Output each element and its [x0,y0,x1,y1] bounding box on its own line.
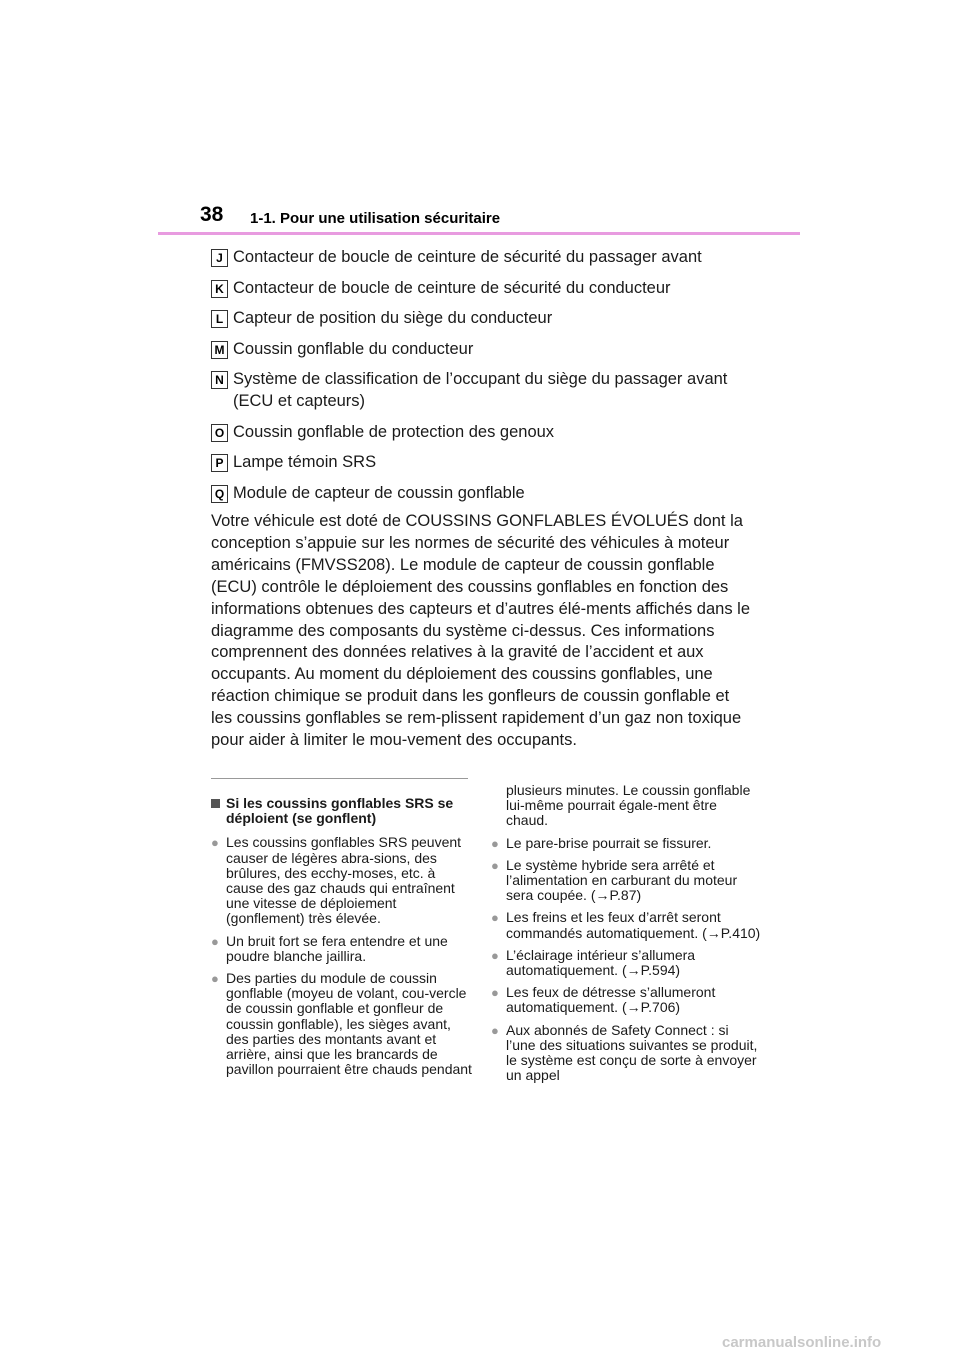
item-text: Lampe témoin SRS [233,453,377,471]
bullet-text: L’éclairage intérieur s’allumera automatiquement. (→P.594) [506,946,696,979]
bullet-text: Aux abonnés de Safety Connect : si l’une des situations suivantes se produit, le système est conçu de sorte à envoyer un appel [506,1021,758,1084]
bullet-text: Les feux de détresse s’allumeront automatiquement. (→P.706) [506,984,716,1016]
item-text: Coussin gonflable du conducteur [233,339,474,358]
header-divider [158,232,800,235]
list-item [211,246,771,268]
bullet-item [491,948,761,978]
bullet-item [491,836,761,851]
bullet-dot-icon: ● [211,835,219,851]
list-item [211,451,771,473]
bullet-item [211,934,473,964]
list-item [211,338,771,360]
item-text: Contacteur de boucle de ceinture de sécurité du passager avant [233,248,702,266]
item-text: Contacteur de boucle de ceinture de sécurité du conducteur [233,278,671,297]
list-item [211,307,771,329]
bullet-dot-icon: ● [491,985,499,1001]
watermark: carmanualsonline.info [722,1334,882,1351]
subsection-heading [211,796,473,826]
page-number: 38 [200,203,224,226]
item-letter-badge: K [211,280,228,298]
section-title: 1-1. Pour une utilisation sécuritaire [250,210,501,227]
bullet-dot-icon: ● [491,857,499,873]
list-item [211,421,771,443]
bullet-item [211,971,473,1077]
bullet-dot-icon: ● [211,971,219,987]
item-text: Module de capteur de coussin gonflable [233,483,525,502]
bullet-text: Les freins et les feux d’arrêt seront commandés automatiquement. (→P.410) [506,909,761,941]
item-text: Coussin gonflable de protection des genoux [233,422,555,441]
item-letter-badge: J [211,249,228,267]
item-text: Système de classification de l’occupant du siège du passager avant (ECU et capteurs) [233,370,728,410]
bullet-dot-icon: ● [491,1022,499,1038]
bullet-item [211,835,473,926]
list-item [211,482,771,504]
item-letter-badge: P [211,454,228,472]
item-letter-badge: Q [211,485,228,503]
bullet-dot-icon: ● [211,933,219,949]
item-letter-badge: O [211,424,228,442]
list-item [211,368,771,412]
bullet-text: Des parties du module de coussin gonflable (moyeu de volant, cou-vercle de coussin gonflable et gonfleur de coussin gonflable), les sièges avant, des parties des montants avant et arrière, ainsi que les brancards de pavillon pourraient être chauds pendant [226,970,472,1078]
left-column [211,796,473,1084]
bullet-item [491,985,761,1015]
bullet-dot-icon: ● [491,835,499,851]
bullet-continuation: plusieurs minutes. Le coussin gonflable lui-même pourrait égale-ment être chaud. [506,782,751,829]
subsection-heading-text: Si les coussins gonflables SRS se déploient (se gonflent) [226,795,454,827]
item-letter-badge: M [211,341,228,359]
bullet-item [491,910,761,940]
bullet-dot-icon: ● [491,910,499,926]
square-bullet-icon [211,799,220,808]
body-paragraph: Votre véhicule est doté de COUSSINS GONFLABLES ÉVOLUÉS dont la conception s’appuie sur les normes de sécurité des véhicules à moteur américains (FMVSS208). Le module de capteur de coussin gonflable (ECU) contrôle le déploiement des coussins gonflables en fonction des informations obtenues des capteurs et d’autres élé-ments affichés dans le diagramme des composants du système ci-dessus. Ces informations comprennent des données relatives à la gravité de l’accident et aux occupants. Au moment du déploiement des coussins gonflables, une réaction chimique se produit dans les gonfleurs de coussin gonflable et les coussins gonflables se rem-plissent rapidement d’un gaz non toxique pour aider à limiter le mou-vement des occupants. [211,512,751,750]
bullet-text: Le système hybride sera arrêté et l’alimentation en carburant du moteur sera coupée. (→P.87) [506,856,738,904]
bullet-text: Un bruit fort se fera entendre et une poudre blanche jaillira. [226,932,448,964]
bullet-item [491,858,761,904]
item-letter-badge: N [211,371,228,389]
item-text: Capteur de position du siège du conducteur [233,309,553,327]
bullet-text: Les coussins gonflables SRS peuvent causer de légères abra-sions, des brûlures, des ecchy-moses, etc. à cause des gaz chauds qui entraînent une vitesse de déploiement (gonflement) très élevée. [226,834,462,927]
bullet-dot-icon: ● [491,947,499,963]
column-divider [211,778,468,779]
component-list [211,246,771,512]
bullet-text: Le pare-brise pourrait se fissurer. [506,834,712,851]
right-column [491,783,761,1090]
bullet-item [491,1023,761,1084]
item-letter-badge: L [211,310,228,328]
list-item [211,277,771,299]
